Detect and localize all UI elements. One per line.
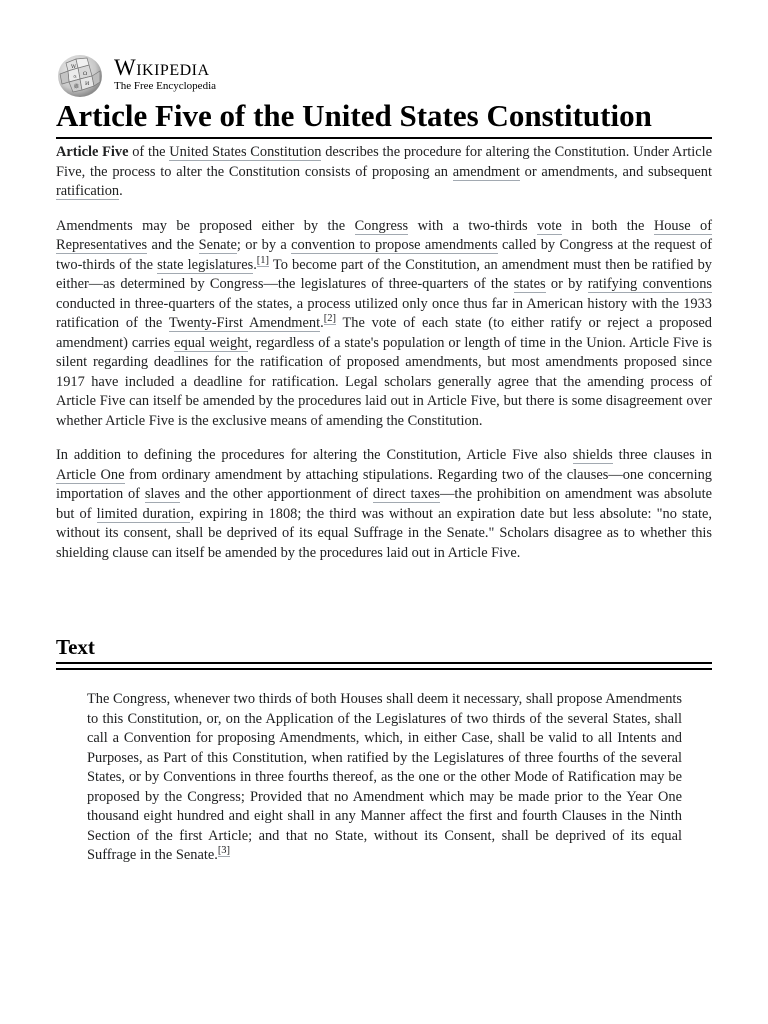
link-limited-duration[interactable]: limited duration	[96, 505, 191, 522]
link-house-of-representatives[interactable]: House of Representatives	[56, 217, 712, 253]
intro-text-2: describes the procedure for altering the Constitution. Under Article Five, the process to alter the Constitution consists of proposing an	[56, 144, 713, 180]
shielded-clauses-paragraph	[56, 446, 712, 563]
page-title: Article Five of the United States Constitution	[56, 98, 652, 133]
link-ratifying-conventions[interactable]: ratifying conventions	[587, 276, 712, 292]
link-article-one[interactable]: Article One	[56, 466, 125, 483]
article-body	[56, 143, 712, 578]
link-direct-taxes[interactable]: direct taxes	[372, 486, 441, 502]
link-ratification[interactable]: ratification	[56, 183, 120, 199]
svg-text:維: 維	[74, 84, 80, 90]
link-twenty-first-amendment[interactable]: Twenty-First Amendment	[168, 315, 321, 331]
p2-text-10: conducted in three-quarters of the states, a process utilized only once thus far in American history with the 1933 ratification of the	[56, 295, 712, 331]
citation-1[interactable]	[257, 255, 269, 267]
p2-text-4: and the	[147, 237, 199, 253]
p3-text-2: three clauses in	[612, 447, 712, 463]
citation-2-link[interactable]: [2]	[323, 313, 336, 324]
p3-text-6: , expiring in 1808; the third was without an expiration date but less absolute: "no state, without its consent, shall be deprived of its equal Suffrage in the Senate." Scholars disagree as to whether this shielding clause can itself be amended by the procedures laid out in Article Five.	[56, 505, 712, 561]
p2-text-6: called by Congress at the request of two-thirds of the	[56, 237, 712, 273]
p3-text-5: —the prohibition on amendment was absolute but of	[56, 486, 712, 522]
p2-text-13: , regardless of a state's population or length of time in the Union. Article Five is silent regarding deadlines for the ratification of proposed amendments, but most amendments proposed since 1917 have included a deadline for ratification. Legal scholars generally agree that the amending process of Article Five can itself be amended by the procedures laid out in Article Five, but there is some disagreement over whether Article Five is the exclusive means of amending the Constitution.	[56, 334, 712, 429]
wikipedia-wordmark[interactable]: Wikipedia	[114, 55, 210, 80]
svg-text:И: И	[85, 81, 90, 87]
p2-text-8: To become part of the Constitution, an amendment must then be ratified by either—as determined by Congress—the legislatures of three-quarters of the	[56, 256, 712, 292]
site-header[interactable]	[56, 54, 316, 98]
p2-text-1: Amendments may be proposed either by the	[56, 217, 355, 234]
section-divider-bottom	[56, 668, 712, 670]
intro-text-3: or amendments, and subsequent	[519, 163, 713, 180]
constitution-quote	[87, 690, 682, 866]
p2-text-9: or by	[545, 276, 588, 292]
link-convention-to-propose-amendments[interactable]: convention to propose amendments	[291, 237, 498, 253]
p3-text-4: and the other apportionment of	[179, 486, 373, 502]
section-divider-top	[56, 662, 712, 664]
citation-2[interactable]	[324, 313, 336, 325]
link-states[interactable]: states	[513, 276, 546, 292]
svg-text:ও: ও	[73, 74, 77, 80]
link-shields[interactable]: shields	[572, 447, 613, 463]
p2-text-11: .	[320, 315, 324, 331]
citation-3-link[interactable]: [3]	[217, 845, 231, 856]
p2-text-12: The vote of each state (to either ratify or reject a proposed amendment) carries	[56, 315, 713, 351]
intro-text-1: of the	[128, 144, 170, 160]
site-tagline: The Free Encyclopedia	[114, 80, 217, 92]
citation-1-link[interactable]: [1]	[256, 254, 270, 266]
p3-text-3: from ordinary amendment by attaching stipulations. Regarding two of the clauses—one concerning importation of	[56, 466, 712, 502]
p2-text-3: in both the	[561, 217, 654, 234]
link-senate[interactable]: Senate	[198, 237, 237, 253]
p2-text-2: with a two-thirds	[408, 217, 537, 234]
link-slaves[interactable]: slaves	[144, 486, 180, 502]
p3-text-1: In addition to defining the procedures for altering the Constitution, Article Five also	[56, 447, 573, 463]
intro-text-4: .	[119, 183, 123, 199]
link-congress[interactable]: Congress	[354, 217, 409, 234]
citation-3[interactable]	[218, 845, 230, 857]
title-divider	[56, 137, 712, 139]
proposal-paragraph	[56, 217, 712, 432]
p2-text-7: .	[253, 256, 257, 273]
link-vote[interactable]: vote	[536, 217, 562, 234]
svg-text:Ω: Ω	[83, 71, 88, 77]
quote-text: The Congress, whenever two thirds of both Houses shall deem it necessary, shall propose Amendments to this Constitution, or, on the Application of the Legislatures of two thirds of the several States, shall call a Convention for proposing Amendments, which, in either Case, shall be valid to all Intents and Purposes, as Part of this Constitution, when ratified by the Legislatures of three fourths of the several States, or by Conventions in three fourths thereof, as the one or the other Mode of Ratification may be proposed by the Congress; Provided that no Amendment which may be made prior to the Year One thousand eight hundred and eight shall in any Manner affect the first and fourth Clauses in the Ninth Section of the first Article; and that no State, without its Consent, shall be deprived of its equal Suffrage in the Senate.	[87, 691, 682, 863]
svg-text:W: W	[71, 64, 77, 70]
link-state-legislatures[interactable]: state legislatures	[157, 256, 254, 273]
link-amendment[interactable]: amendment	[452, 163, 520, 180]
wikipedia-puzzle-globe-icon	[56, 54, 104, 98]
intro-paragraph	[56, 143, 712, 202]
link-equal-weight[interactable]: equal weight	[174, 334, 249, 351]
section-heading-text: Text	[56, 635, 95, 659]
bold-subject: Article Five	[56, 144, 129, 160]
link-united-states-constitution[interactable]: United States Constitution	[169, 144, 322, 160]
p2-text-5: ; or by a	[236, 237, 292, 253]
